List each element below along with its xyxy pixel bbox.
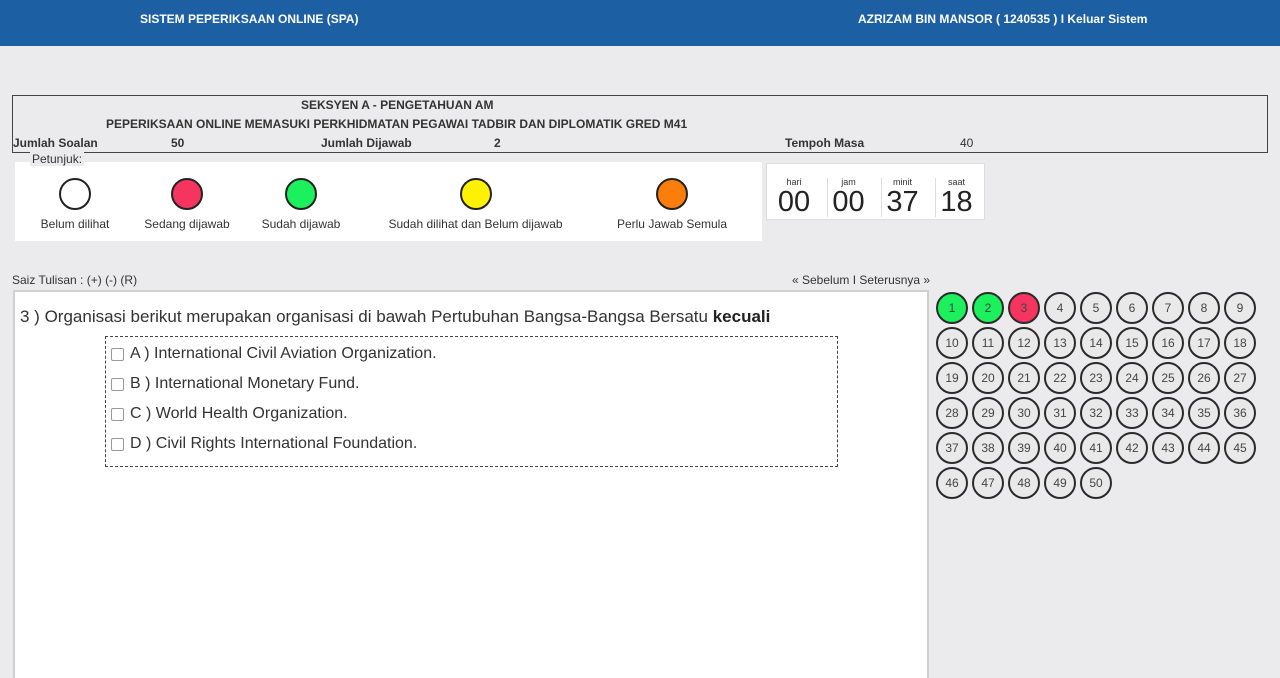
- question-button[interactable]: 33: [1116, 397, 1148, 429]
- option-text: International Monetary Fund.: [154, 375, 360, 392]
- option-letter: C ): [130, 405, 152, 422]
- question-button[interactable]: 35: [1188, 397, 1220, 429]
- question-button[interactable]: 15: [1116, 327, 1148, 359]
- question-button[interactable]: 48: [1008, 467, 1040, 499]
- legend-item-re-answer: [610, 178, 734, 231]
- question-button[interactable]: 26: [1188, 362, 1220, 394]
- legend-title: Petunjuk:: [32, 152, 83, 166]
- legend-label: Perlu Jawab Semula: [616, 217, 728, 231]
- answered-label: Jumlah Dijawab: [321, 136, 412, 150]
- question-text: [20, 307, 770, 327]
- option-letter: D ): [130, 435, 152, 452]
- legend-label: Belum dilihat: [40, 217, 110, 231]
- legend-label: Sudah dilihat dan Belum dijawab: [388, 217, 563, 231]
- option-d[interactable]: [111, 434, 417, 454]
- question-panel: [13, 290, 929, 678]
- question-button[interactable]: 28: [936, 397, 968, 429]
- next-link[interactable]: Seterusnya »: [859, 273, 931, 287]
- question-button[interactable]: 31: [1044, 397, 1076, 429]
- app-title: SISTEM PEPERIKSAAN ONLINE (SPA): [140, 12, 359, 26]
- question-button[interactable]: 1: [936, 292, 968, 324]
- timer-label: hari: [786, 177, 802, 187]
- question-button[interactable]: 45: [1224, 432, 1256, 464]
- question-button[interactable]: 36: [1224, 397, 1256, 429]
- answer-options: [105, 336, 838, 467]
- top-bar: [0, 0, 1280, 46]
- duration-label: Tempoh Masa: [785, 136, 865, 150]
- question-button[interactable]: 6: [1116, 292, 1148, 324]
- exam-title: PEPERIKSAAN ONLINE MEMASUKI PERKHIDMATAN PEGAWAI TADBIR DAN DIPLOMATIK GRED M41: [106, 117, 688, 131]
- legend-dot-icon: [171, 178, 203, 210]
- timer-minutes: [881, 178, 923, 217]
- question-body: Organisasi berikut merupakan organisasi di bawah Pertubuhan Bangsa-Bangsa Bersatu: [44, 307, 708, 326]
- timer-value: 18: [940, 186, 973, 218]
- option-checkbox[interactable]: [111, 408, 124, 421]
- question-button[interactable]: 4: [1044, 292, 1076, 324]
- question-number: 3 ): [20, 307, 40, 326]
- legend-panel: [15, 162, 762, 241]
- question-button[interactable]: 38: [972, 432, 1004, 464]
- total-questions-label: Jumlah Soalan: [13, 136, 98, 150]
- legend-dot-icon: [285, 178, 317, 210]
- option-checkbox[interactable]: [111, 348, 124, 361]
- question-button[interactable]: 20: [972, 362, 1004, 394]
- timer-label: saat: [947, 177, 965, 187]
- timer-hours: [827, 178, 869, 217]
- question-button[interactable]: 11: [972, 327, 1004, 359]
- question-button[interactable]: 42: [1116, 432, 1148, 464]
- option-text: Civil Rights International Foundation.: [155, 435, 418, 452]
- pager-separator: I: [849, 273, 860, 287]
- timer-label: minit: [892, 177, 912, 187]
- duration-value: 40: [960, 136, 974, 150]
- font-size-label: Saiz Tulisan :: [12, 273, 84, 287]
- option-checkbox[interactable]: [111, 378, 124, 391]
- legend-item-not-viewed: [35, 178, 115, 231]
- question-button[interactable]: 16: [1152, 327, 1184, 359]
- question-button[interactable]: 12: [1008, 327, 1040, 359]
- timer-value: 00: [777, 186, 811, 218]
- question-button[interactable]: 13: [1044, 327, 1076, 359]
- font-increase-button[interactable]: (+): [86, 273, 102, 287]
- question-button[interactable]: 47: [972, 467, 1004, 499]
- question-button[interactable]: 3: [1008, 292, 1040, 324]
- timer-value: 37: [886, 186, 919, 218]
- font-decrease-button[interactable]: (-): [105, 273, 118, 287]
- timer-seconds: [935, 178, 977, 217]
- question-button[interactable]: 8: [1188, 292, 1220, 324]
- option-text: World Health Organization.: [155, 405, 348, 422]
- legend-label: Sudah dijawab: [261, 217, 341, 231]
- question-button[interactable]: 25: [1152, 362, 1184, 394]
- question-button[interactable]: 37: [936, 432, 968, 464]
- legend-dot-icon: [460, 178, 492, 210]
- question-button[interactable]: 44: [1188, 432, 1220, 464]
- user-name: AZRIZAM BIN MANSOR ( 1240535 ): [858, 12, 1058, 26]
- legend-item-answered: [256, 178, 346, 231]
- question-button[interactable]: 50: [1080, 467, 1112, 499]
- question-button[interactable]: 30: [1008, 397, 1040, 429]
- option-letter: B ): [130, 375, 151, 392]
- question-button[interactable]: 24: [1116, 362, 1148, 394]
- question-button[interactable]: 10: [936, 327, 968, 359]
- logout-link[interactable]: Keluar Sistem: [1067, 12, 1148, 26]
- question-button[interactable]: 29: [972, 397, 1004, 429]
- question-button[interactable]: 49: [1044, 467, 1076, 499]
- legend-item-answering: [134, 178, 240, 231]
- countdown-timer: [766, 163, 985, 220]
- question-button[interactable]: 32: [1080, 397, 1112, 429]
- exam-header: [12, 95, 1268, 153]
- question-button[interactable]: 18: [1224, 327, 1256, 359]
- legend-dot-icon: [59, 178, 91, 210]
- question-button[interactable]: 34: [1152, 397, 1184, 429]
- question-emphasis: kecuali: [712, 307, 771, 326]
- user-info: [858, 12, 1147, 26]
- question-button[interactable]: 5: [1080, 292, 1112, 324]
- option-letter: A ): [130, 345, 150, 362]
- question-pager: [792, 273, 930, 287]
- legend-label: Sedang dijawab: [144, 217, 230, 231]
- question-button[interactable]: 9: [1224, 292, 1256, 324]
- question-button[interactable]: 14: [1080, 327, 1112, 359]
- question-button[interactable]: 21: [1008, 362, 1040, 394]
- question-button[interactable]: 40: [1044, 432, 1076, 464]
- question-button[interactable]: 2: [972, 292, 1004, 324]
- option-b[interactable]: [111, 374, 359, 394]
- timer-label: jam: [841, 177, 856, 187]
- legend-dot-icon: [656, 178, 688, 210]
- question-button[interactable]: 22: [1044, 362, 1076, 394]
- question-button[interactable]: 7: [1152, 292, 1184, 324]
- question-button[interactable]: 23: [1080, 362, 1112, 394]
- legend-item-viewed-unanswered: [383, 178, 568, 231]
- font-reset-button[interactable]: (R): [120, 273, 138, 287]
- previous-link[interactable]: « Sebelum: [792, 273, 850, 287]
- timer-days: [773, 178, 815, 217]
- option-a[interactable]: [111, 344, 437, 364]
- topbar-separator: I: [1057, 12, 1068, 26]
- question-button[interactable]: 39: [1008, 432, 1040, 464]
- total-questions-value: 50: [171, 136, 185, 150]
- timer-value: 00: [832, 186, 865, 218]
- question-button[interactable]: 17: [1188, 327, 1220, 359]
- question-button[interactable]: 27: [1224, 362, 1256, 394]
- section-title: SEKSYEN A - PENGETAHUAN AM: [301, 98, 494, 112]
- option-text: International Civil Aviation Organization.: [154, 345, 437, 362]
- option-c[interactable]: [111, 404, 348, 424]
- answered-value: 2: [494, 136, 501, 150]
- question-button[interactable]: 46: [936, 467, 968, 499]
- font-size-controls: [12, 273, 137, 287]
- question-button[interactable]: 43: [1152, 432, 1184, 464]
- question-button[interactable]: 19: [936, 362, 968, 394]
- option-checkbox[interactable]: [111, 438, 124, 451]
- question-button[interactable]: 41: [1080, 432, 1112, 464]
